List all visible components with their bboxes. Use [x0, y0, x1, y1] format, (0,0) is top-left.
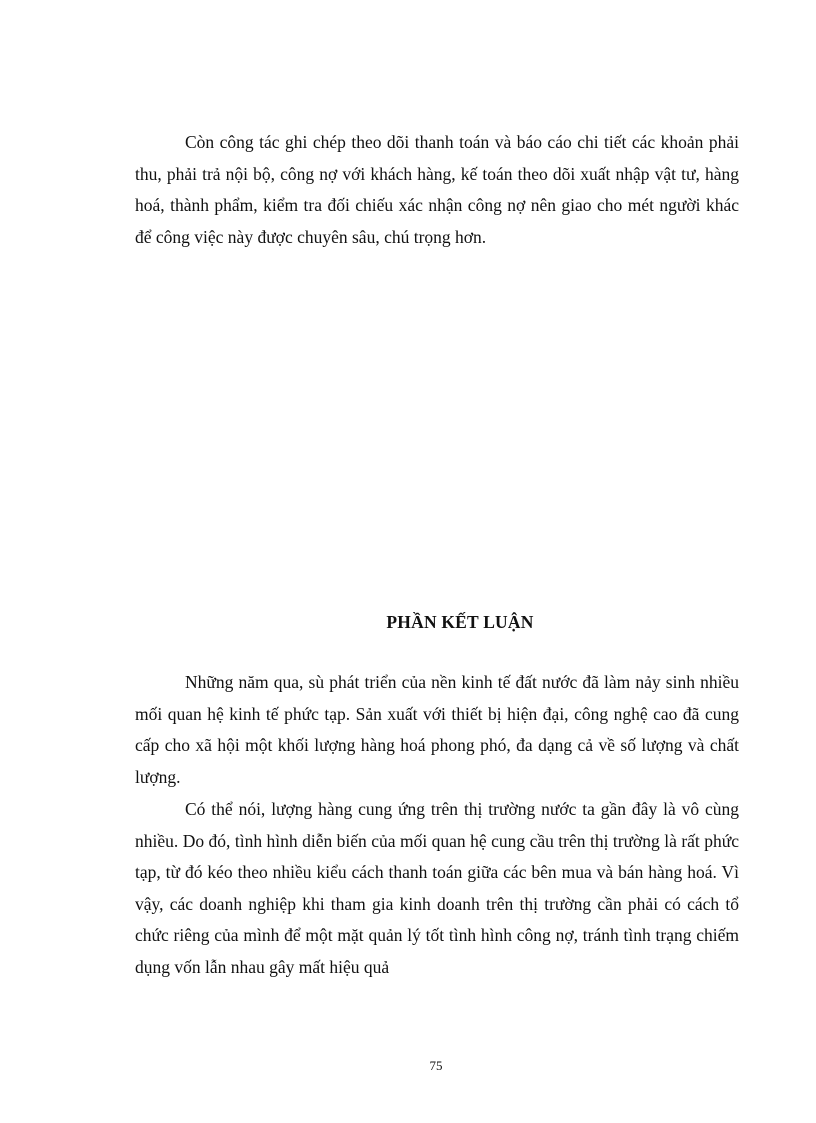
- body-paragraph: Những năm qua, sù phát triển của nền kinh tế đất nước đã làm nảy sinh nhiều mối quan hệ kinh tế phức tạp. Sản xuất với thiết bị hiện đại, công nghệ cao đã cung cấp cho xã hội một khối lượng hàng hoá phong phó, đa dạng cả về số lượng và chất lượng.: [135, 672, 739, 787]
- body-paragraph: Còn công tác ghi chép theo dõi thanh toán và báo cáo chi tiết các khoản phải thu, phải trả nội bộ, công nợ với khách hàng, kế toán theo dõi xuất nhập vật tư, hàng hoá, thành phẩm, kiểm tra đối chiếu xác nhận công nợ nên giao cho mét người khác để công việc này được chuyên sâu, chú trọng hơn.: [135, 132, 739, 247]
- body-paragraph: Có thể nói, lượng hàng cung ứng trên thị trường nước ta gần đây là vô cùng nhiều. Do đó, tình hình diễn biến của mối quan hệ cung cầu trên thị trường là rất phức tạp, từ đó kéo theo nhiều kiểu cách thanh toán giữa các bên mua và bán hàng hoá. Vì vậy, các doanh nghiệp khi tham gia kinh doanh trên thị trường cần phải có cách tổ chức riêng của mình để một mặt quản lý tốt tình hình công nợ, tránh tình trạng chiếm dụng vốn lẫn nhau gây mất hiệu quả: [135, 799, 739, 977]
- page-number: 75: [429, 1058, 443, 1073]
- section-heading: PHẦN KẾT LUẬN: [386, 612, 534, 632]
